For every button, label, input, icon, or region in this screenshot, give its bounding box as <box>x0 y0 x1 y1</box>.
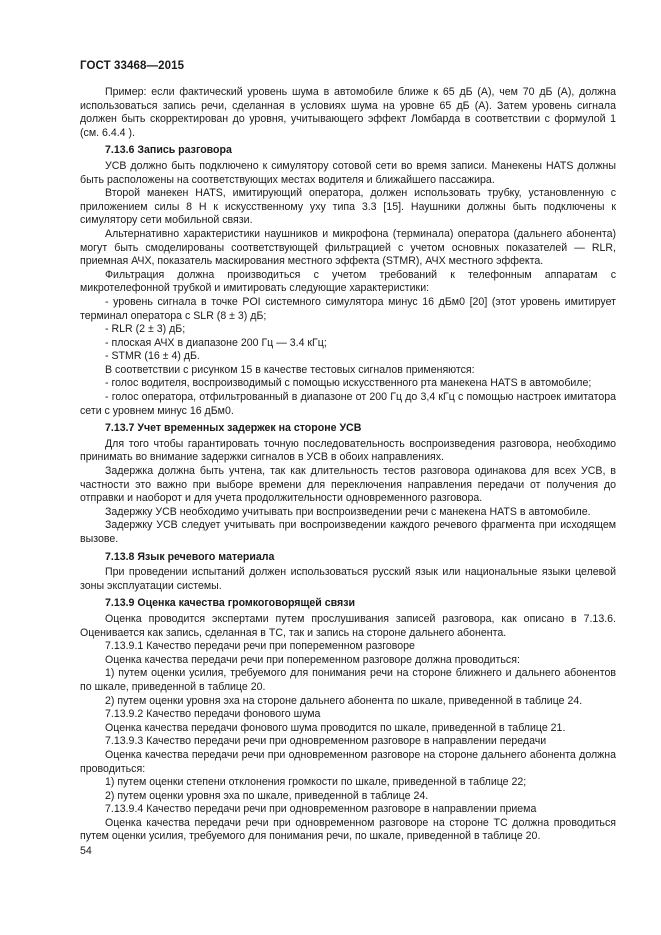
paragraph: Фильтрация должна производиться с учетом требований к телефонным аппаратам с микротелефонной трубкой и имитировать следующие характеристики: <box>80 268 616 295</box>
paragraph: Оценка проводится экспертами путем прослушивания записей разговора, как описано в 7.13.6. Оценивается как запись, сделанная в ТС, так и запись на стороне дальнего абонента. <box>80 612 616 639</box>
list-item: - плоская АЧХ в диапазоне 200 Гц — 3.4 кГц; <box>105 336 327 349</box>
list-item: 2) путем оценки уровня эха на стороне дальнего абонента по шкале, приведенной в таблице 24. <box>105 694 583 707</box>
list-item: - голос оператора, отфильтрованный в диапазоне от 200 Гц до 3,4 кГц с помощью настроек имитатора сети с уровнем минус 16 дБм0. <box>80 391 616 417</box>
section-heading: 7.13.8 Язык речевого материала <box>105 550 275 563</box>
paragraph: Оценка качества передачи речи при попеременном разговоре должна проводиться: <box>105 653 520 666</box>
paragraph: Задержку УСВ следует учитывать при воспроизведении каждого речевого фрагмента при исходящем вызове. <box>80 519 616 545</box>
paragraph: В соответствии с рисунком 15 в качестве тестовых сигналов применяются: <box>105 363 475 376</box>
paragraph: Оценка качества передачи речи при одновременном разговоре на стороне дальнего абонента должна проводиться: <box>80 748 616 775</box>
list-item: - голос водителя, воспроизводимый с помощью искусственного рта манекена HATS в автомобиле; <box>105 377 592 390</box>
paragraph: Оценка качества передачи фонового шума проводится по шкале, приведенной в таблице 21. <box>105 721 566 734</box>
subsection-title: 7.13.9.1 Качество передачи речи при попеременном разговоре <box>105 640 415 653</box>
paragraph: Для того чтобы гарантировать точную последовательность воспроизведения разговора, необходимо принимать во внимание задержки сигналов в УСВ в обоих направлениях. <box>80 437 616 464</box>
paragraph: УСВ должно быть подключено к симулятору сотовой сети во время записи. Манекены HATS должны быть расположены на соответствующих местах водителя и ближайшего пассажира. <box>80 159 616 186</box>
paragraph: Альтернативно характеристики наушников и микрофона (терминала) оператора (дальнего абонента) могут быть смоделированы соответствующей фильтрацией с учетом основных показателей — RLR, приемная АЧХ, показатель маскирования местного эффекта (STMR), АЧХ местного эффекта. <box>80 227 616 268</box>
list-item: - STMR (16 ± 4) дБ. <box>105 350 200 363</box>
document-body <box>80 86 616 844</box>
page-number: 54 <box>80 845 92 857</box>
paragraph: Второй манекен HATS, имитирующий оператора, должен использовать трубку, установленную с приложением силы 8 Н к искусственному уху типа 3.3 [15]. Наушники должны быть подключены к симулятору сети мобильной связи. <box>80 187 616 227</box>
section-heading: 7.13.9 Оценка качества громкоговорящей связи <box>105 597 355 610</box>
document-header: ГОСТ 33468—2015 <box>80 60 185 72</box>
section-heading: 7.13.6 Запись разговора <box>105 144 232 157</box>
paragraph: Пример: если фактический уровень шума в автомобиле ближе к 65 дБ (А), чем 70 дБ (А), должна использоваться запись речи, сделанная в условиях шума на уровне 65 дБ (А). Затем уровень сигнала должен быть скорректирован до уровня, учитывающего эффект Ломбарда в соответствии с формулой 1 (см. 6.4.4 ). <box>80 86 616 139</box>
subsection-title: 7.13.9.2 Качество передачи фонового шума <box>105 708 321 721</box>
section-heading: 7.13.7 Учет временных задержек на стороне УСВ <box>105 422 362 435</box>
list-item: 1) путем оценки степени отклонения громкости по шкале, приведенной в таблице 22; <box>105 776 527 789</box>
list-item: - уровень сигнала в точке POI системного симулятора минус 16 дБм0 [20] (этот уровень имитирует терминал оператора с SLR (8 ± 3) дБ; <box>80 295 616 322</box>
list-item: - RLR (2 ± 3) дБ; <box>105 323 186 336</box>
paragraph: Задержку УСВ необходимо учитывать при воспроизведении речи с манекена HATS в автомобиле. <box>105 505 591 518</box>
list-item: 1) путем оценки усилия, требуемого для понимания речи на стороне ближнего и дальнего абонентов по шкале, приведенной в таблице 20. <box>80 667 616 693</box>
paragraph: При проведении испытаний должен использоваться русский язык или национальные языки целевой зоны эксплуатации системы. <box>80 566 616 592</box>
subsection-title: 7.13.9.3 Качество передачи речи при одновременном разговоре в направлении передачи <box>105 735 547 748</box>
list-item: 2) путем оценки уровня эха по шкале, приведенной в таблице 24. <box>105 789 429 802</box>
paragraph: Оценка качества передачи речи при одновременном разговоре на стороне ТС должна проводиться путем оценки усилия, требуемого для понимания речи, по шкале, приведенной в таблице 20. <box>80 816 616 843</box>
paragraph: Задержка должна быть учтена, так как длительность тестов разговора одинакова для всех УСВ, в частности это важно при выборе времени для переключения направления передачи от получения до отправки и наоборот и для учета продолжительности одновременного разговора. <box>80 465 616 505</box>
subsection-title: 7.13.9.4 Качество передачи речи при одновременном разговоре в направлении приема <box>105 803 537 816</box>
